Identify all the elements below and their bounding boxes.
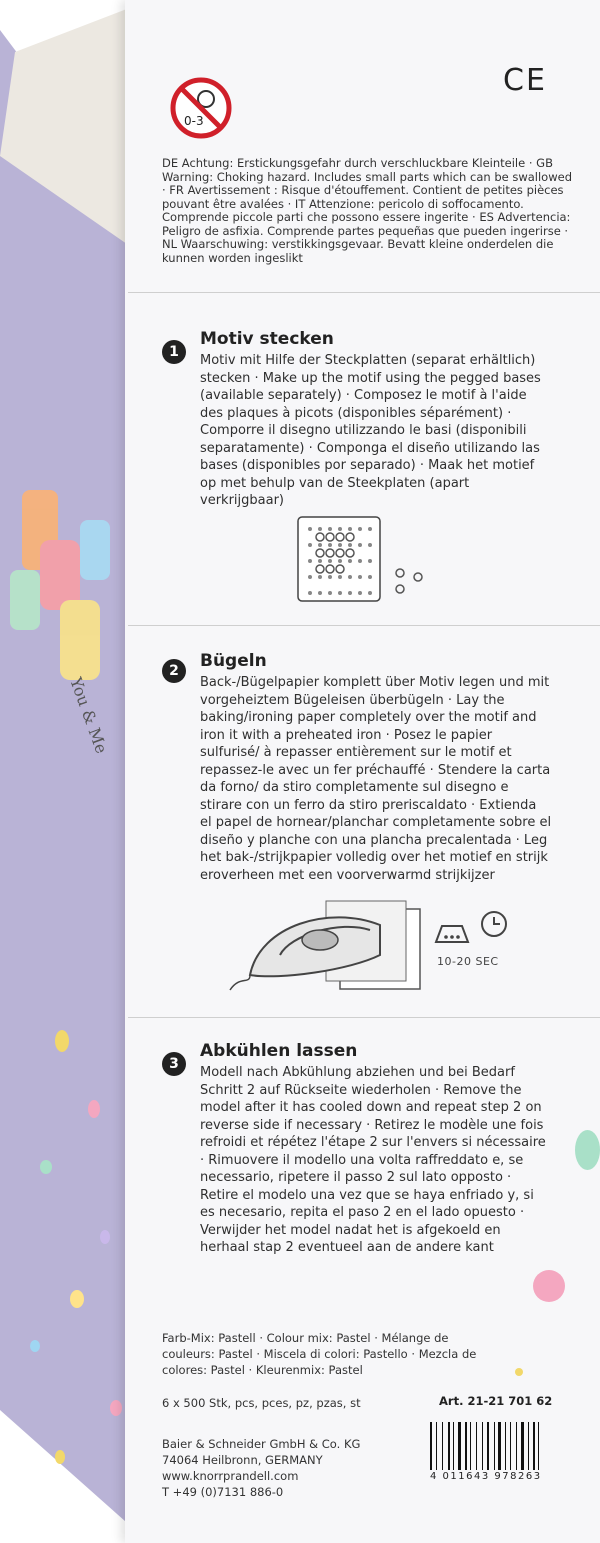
warning-icon-label: 0-3 xyxy=(184,114,204,128)
iron-illustration xyxy=(220,895,430,1005)
barcode-bar xyxy=(498,1422,501,1470)
step-3-number: 3 xyxy=(162,1052,186,1076)
step-2-number: 2 xyxy=(162,659,186,683)
barcode-bar xyxy=(528,1422,529,1470)
pegboard-icon xyxy=(296,515,436,605)
barcode-bar xyxy=(476,1422,477,1470)
step-3-text: Modell nach Abkühlung abziehen und bei Bedarf Schritt 2 auf Rückseite wiederholen · Remove the model after it has cooled down and repeat step 2 on reverse side if necessary · Retirez le modèle une fois refroidi et répétez l'étape 2 sur l'envers si nécessaire · Rimuovere il modello una volta raffreddato e, se necessario, ripetere il passo 2 sul lato opposto · Retire el modelo una vez que se haya enfriado y, si es necesario, repita el paso 2 en el lado opuesto · Verwijder het model nadat het is afgekoeld en herhaal stap 2 eventueel aan de andere kant xyxy=(200,1065,546,1255)
step-3-title: Abkühlen lassen xyxy=(200,1041,358,1061)
divider xyxy=(128,625,600,626)
barcode-bar xyxy=(521,1422,524,1470)
barcode-bar xyxy=(516,1422,517,1470)
barcode-bar xyxy=(442,1422,443,1470)
barcode-bar xyxy=(468,1422,469,1470)
step-1-text: Motiv mit Hilfe der Steckplatten (separat erhältlich) stecken · Make up the motif using the pegged bases (available separately) · Composez le motif à l'aide des plaques à picots (disponibles séparément) · Comporre il disegno utilizzando le basi (disponibili separatamente) · Componga el diseño utilizando las bases (disponibles por separado) · Maak het motief op met behulp van de Steekplaten (apart verkrijgbaar) xyxy=(200,353,541,508)
company-website: www.knorrprandell.com xyxy=(162,1469,299,1483)
barcode-bar xyxy=(462,1422,463,1470)
confetti-dot xyxy=(30,1340,40,1352)
colour-mix-text: Farb-Mix: Pastell · Colour mix: Pastel · Mélange de couleurs: Pastel · Miscela di colori: Pastello · Mezcla de colores: Pastel · Kleurenmix: Pastel xyxy=(162,1331,477,1377)
barcode-bar xyxy=(458,1422,461,1470)
confetti-dot xyxy=(515,1368,523,1376)
step-2-text: Back-/Bügelpapier komplett über Motiv legen und mit vorgeheiztem Bügeleisen überbügeln · Lay the baking/ironing paper completely over the motif and iron it with a preheated iron · Posez le papier sulfurisé/ à repasser entièrement sur le motif et repassez-le avec un fer préchauffé · Stendere la carta da forno/ da stiro completamente sul disegno e stirare con un ferro da stiro preriscaldato · Extienda el papel de hornear/planchar completamente sobre el diseño y planche con una plancha precalentada · Leg het bak-/strijkpapier volledig over het motief en strijk eroverheen met een voorverwarmd strijkijzer xyxy=(200,675,552,883)
barcode-number: 4 011643 978263 xyxy=(430,1471,542,1482)
barcode-bar xyxy=(444,1422,446,1470)
company-phone: T +49 (0)7131 886-0 xyxy=(162,1485,284,1499)
no-under-3-warning-icon xyxy=(170,77,232,139)
barcode-bar xyxy=(456,1422,457,1470)
barcode-bar xyxy=(541,1422,543,1470)
barcode-bar xyxy=(478,1422,481,1470)
barcode-bar xyxy=(448,1422,450,1470)
step-1-number: 1 xyxy=(162,340,186,364)
barcode-bar xyxy=(487,1422,489,1470)
confetti-dot xyxy=(533,1270,565,1302)
barcode-bar xyxy=(438,1422,441,1470)
side-script-text: You & Me xyxy=(66,674,112,756)
ironing-time-caption: 10-20 SEC xyxy=(437,955,499,968)
company-name: Baier & Schneider GmbH & Co. KG xyxy=(162,1437,361,1451)
ce-mark: CE xyxy=(503,63,547,98)
barcode-bar xyxy=(482,1422,483,1470)
confetti-dot xyxy=(55,1450,65,1464)
barcode-bar xyxy=(525,1422,527,1470)
barcode xyxy=(430,1418,565,1470)
pieces-count: 6 x 500 Stk, pcs, pces, pz, pzas, st xyxy=(162,1396,361,1410)
company-address xyxy=(162,1436,360,1500)
barcode-bar xyxy=(430,1422,432,1470)
barcode-bar xyxy=(538,1422,539,1470)
barcode-bar xyxy=(510,1422,511,1470)
company-city: 74064 Heilbronn, GERMANY xyxy=(162,1453,323,1467)
barcode-bar xyxy=(465,1422,467,1470)
barcode-bar xyxy=(505,1422,506,1470)
clock-icon xyxy=(480,910,508,938)
barcode-bar xyxy=(472,1422,474,1470)
barcode-bar xyxy=(453,1422,454,1470)
barcode-bar xyxy=(485,1422,486,1470)
confetti-dot xyxy=(100,1230,110,1244)
barcode-bar xyxy=(451,1422,452,1470)
barcode-bar xyxy=(436,1422,437,1470)
bead-motif-illustration xyxy=(0,480,130,760)
barcode-bar xyxy=(536,1422,537,1470)
barcode-bar xyxy=(513,1422,515,1470)
barcode-bar xyxy=(470,1422,471,1470)
barcode-bar xyxy=(496,1422,497,1470)
step-1-title: Motiv stecken xyxy=(200,329,334,349)
confetti-dot xyxy=(88,1100,100,1118)
confetti-dot xyxy=(70,1290,84,1308)
barcode-bar xyxy=(533,1422,535,1470)
divider xyxy=(128,292,600,293)
barcode-bar xyxy=(490,1422,492,1470)
box-side-panel xyxy=(0,30,135,1530)
confetti-dot xyxy=(110,1400,122,1416)
barcode-bar xyxy=(433,1422,434,1470)
barcode-bar xyxy=(530,1422,531,1470)
barcode-bar xyxy=(507,1422,509,1470)
confetti-dot xyxy=(575,1130,600,1170)
barcode-bar xyxy=(502,1422,503,1470)
confetti-dot xyxy=(55,1030,69,1052)
barcode-bar xyxy=(494,1422,495,1470)
step-2-title: Bügeln xyxy=(200,651,267,671)
divider xyxy=(128,1017,600,1018)
barcode-bar xyxy=(518,1422,519,1470)
iron-temperature-icon xyxy=(432,918,472,946)
confetti-dot xyxy=(40,1160,52,1174)
article-number: Art. 21-21 701 62 xyxy=(439,1394,553,1408)
choking-warning-text: DE Achtung: Erstickungsgefahr durch verschluckbare Kleinteile · GB Warning: Choking hazard. Includes small parts which can be swallowed · FR Avertissement : Risque d'étouffement. Contient de petites pièces pouvant être avalées · IT Attenzione: pericolo di soffocamento. Comprende piccole parti che possono essere ingerite · ES Advertencia: Peligro de asfixia. Comprende partes pequeñas que pueden ingerirse · NL Waarschuwing: verstikkingsgevaar. Bevatt kleine onderdelen die kunnen worden ingeslikt xyxy=(162,156,572,265)
